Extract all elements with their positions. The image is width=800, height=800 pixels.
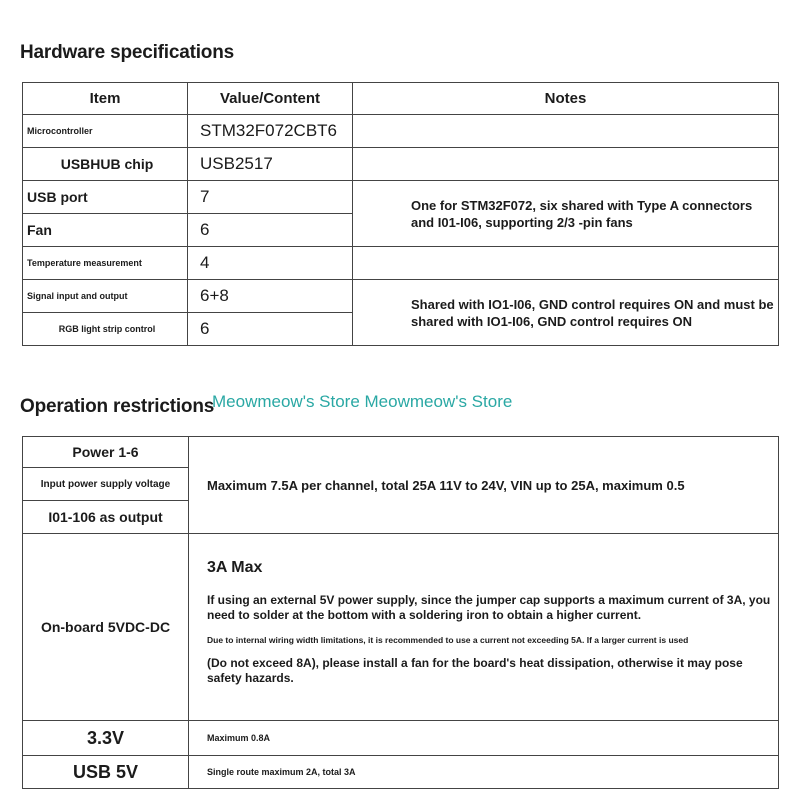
- header-value: Value/Content: [188, 83, 353, 115]
- row-note: Single route maximum 2A, total 3A: [189, 756, 779, 789]
- onboard-paragraph: If using an external 5V power supply, since the jumper cap supports a maximum current of 3A, you need to solder at the bottom with a soldering iron to obtain a higher current.: [207, 592, 771, 622]
- row-value: 7: [188, 181, 353, 214]
- row-item: Fan: [23, 214, 188, 247]
- merged-note-power: Maximum 7.5A per channel, total 25A 11V to 24V, VIN up to 25A, maximum 0.5: [189, 437, 779, 534]
- row-value: 6: [188, 313, 353, 346]
- row-item: Temperature measurement: [23, 247, 188, 280]
- row-value: 4: [188, 247, 353, 280]
- operation-restrictions-table: [22, 436, 779, 789]
- row-item: USBHUB chip: [23, 148, 188, 181]
- row-item: I01-106 as output: [23, 501, 189, 534]
- header-item: Item: [23, 83, 188, 115]
- table-row: [23, 534, 779, 721]
- row-item: RGB light strip control: [23, 313, 188, 346]
- operation-title: Operation restrictions: [20, 396, 215, 417]
- row-notes: [353, 115, 779, 148]
- row-value: 6: [188, 214, 353, 247]
- onboard-max: 3A Max: [207, 558, 263, 576]
- row-item: USB port: [23, 181, 188, 214]
- table-row: [23, 280, 779, 313]
- row-item: 3.3V: [23, 721, 189, 756]
- row-value: USB2517: [188, 148, 353, 181]
- header-notes: Notes: [353, 83, 779, 115]
- row-notes: [353, 247, 779, 280]
- table-header-row: [23, 83, 779, 115]
- table-row: [23, 148, 779, 181]
- table-row: [23, 181, 779, 214]
- row-value: 6+8: [188, 280, 353, 313]
- table-row: [23, 756, 779, 789]
- row-item: Power 1-6: [23, 437, 189, 468]
- row-item: Input power supply voltage: [23, 468, 189, 501]
- table-row: [23, 247, 779, 280]
- table-row: [23, 437, 779, 468]
- row-notes: [353, 148, 779, 181]
- merged-note-usb-fan: One for STM32F072, six shared with Type A connectors and I01-I06, supporting 2/3 -pin fans: [353, 181, 779, 247]
- hardware-spec-table: [22, 82, 779, 346]
- onboard-paragraph: Due to internal wiring width limitations, it is recommended to use a current not exceeding 5A. If a larger current is used: [207, 634, 689, 645]
- row-note: Maximum 0.8A: [189, 721, 779, 756]
- merged-note-signal-rgb: Shared with IO1-I06, GND control requires ON and must be shared with IO1-I06, GND control requires ON: [353, 280, 779, 346]
- store-watermark: Meowmeow's Store Meowmeow's Store: [212, 392, 513, 411]
- onboard-detail: [189, 534, 779, 721]
- table-row: [23, 721, 779, 756]
- row-item: USB 5V: [23, 756, 189, 789]
- row-value: STM32F072CBT6: [188, 115, 353, 148]
- table-row: [23, 115, 779, 148]
- onboard-paragraph: (Do not exceed 8A), please install a fan for the board's heat dissipation, otherwise it may pose safety hazards.: [207, 655, 743, 685]
- hardware-title: Hardware specifications: [20, 42, 234, 63]
- row-item: Signal input and output: [23, 280, 188, 313]
- row-item: Microcontroller: [23, 115, 188, 148]
- row-item: On-board 5VDC-DC: [23, 534, 189, 721]
